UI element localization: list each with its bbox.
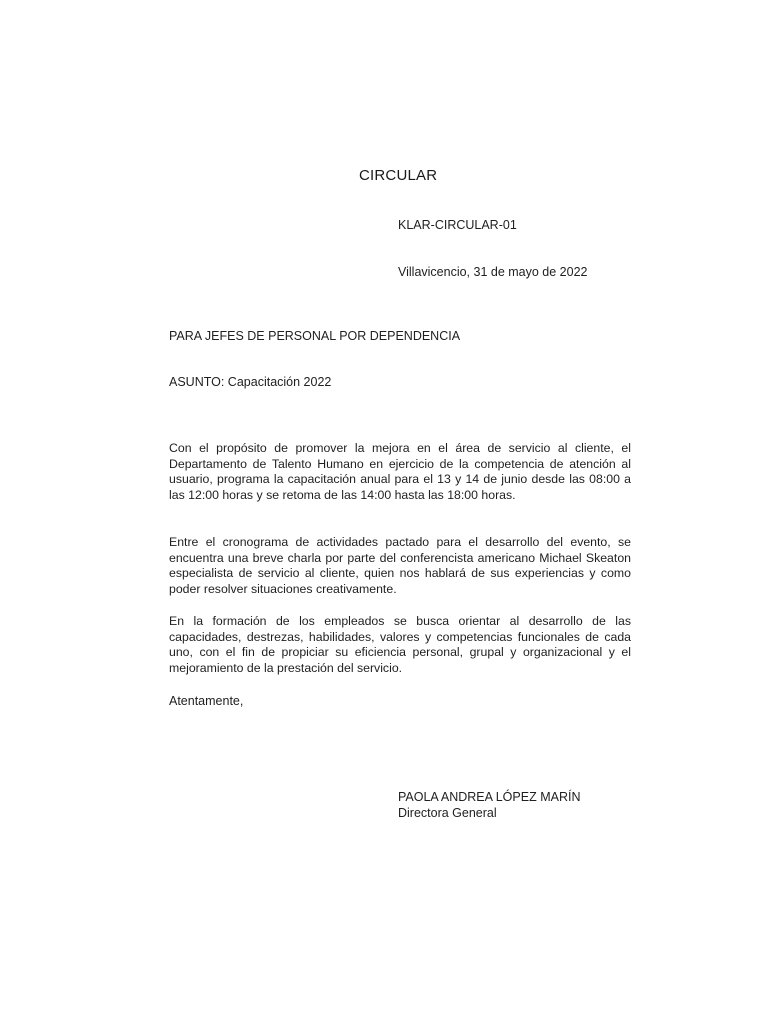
body-paragraph: Con el propósito de promover la mejora en el área de servicio al cliente, el Departamento de Talento Humano en ejercicio de la competencia de atención al usuario, programa la capacitación anual para el 13 y 14 de junio desde las 08:00 a las 12:00 horas y se retoma de las 14:00 hasta las 18:00 horas. — [169, 441, 631, 502]
closing-line: Atentamente, — [169, 694, 244, 708]
body-paragraph: En la formación de los empleados se busca orientar al desarrollo de las capacidades, destrezas, habilidades, valores y competencias funcionales de cada uno, con el fin de propiciar su eficiencia personal, grupal y organizacional y el mejoramiento de la prestación del servicio. — [169, 614, 631, 675]
body-paragraph: Entre el cronograma de actividades pactado para el desarrollo del evento, se encuentra una breve charla por parte del conferencista americano Michael Skeaton especialista de servicio al cliente, quien nos hablará de sus experiencias y como poder resolver situaciones creativamente. — [169, 535, 631, 596]
recipient-line: PARA JEFES DE PERSONAL POR DEPENDENCIA — [169, 329, 461, 343]
place-date: Villavicencio, 31 de mayo de 2022 — [398, 265, 588, 279]
signer-name: PAOLA ANDREA LÓPEZ MARÍN — [398, 790, 581, 804]
subject-line: ASUNTO: Capacitación 2022 — [169, 375, 332, 389]
reference-code: KLAR-CIRCULAR-01 — [398, 218, 517, 232]
signer-role: Directora General — [398, 806, 497, 820]
document-title: CIRCULAR — [359, 167, 438, 184]
